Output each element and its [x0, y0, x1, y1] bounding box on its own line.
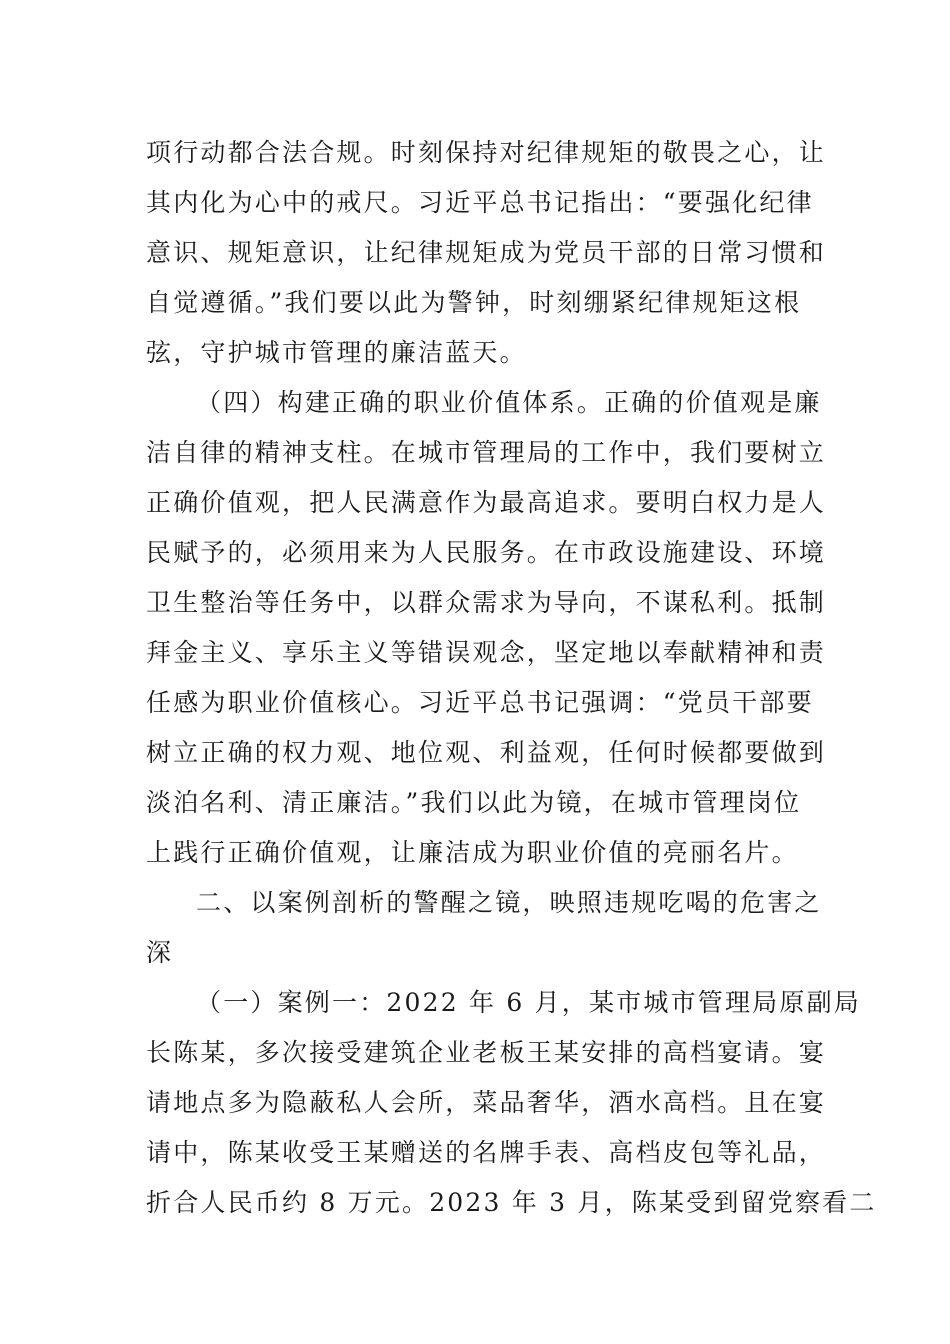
text-line: 拜金主义、享乐主义等错误观念，坚定地以奉献精神和责 — [146, 638, 827, 667]
paragraph-heading-line: （四）构建正确的职业价值体系。正确的价值观是廉 — [196, 388, 822, 417]
text-line: 其内化为心中的戒尺。习近平总书记指出：“要强化纪律 — [146, 188, 814, 217]
text-line: 淡泊名利、清正廉洁。”我们以此为镜，在城市管理岗位 — [146, 788, 802, 817]
text-line: 民赋予的，必须用来为人民服务。在市政设施建设、环境 — [146, 538, 827, 567]
text-line: 意识、规矩意识，让纪律规矩成为党员干部的日常习惯和 — [146, 238, 827, 267]
text-line: 上践行正确价值观，让廉洁成为职业价值的亮丽名片。 — [146, 838, 799, 867]
text-line: 请中，陈某收受王某赠送的名牌手表、高档皮包等礼品， — [146, 1138, 827, 1167]
text-line: 项行动都合法合规。时刻保持对纪律规矩的敬畏之心，让 — [146, 138, 827, 167]
text-line: 任感为职业价值核心。习近平总书记强调：“党员干部要 — [146, 688, 814, 717]
paragraph-heading-line: （一）案例一：2022 年 6 月，某市城市管理局原副局 — [196, 988, 861, 1017]
text-line: 弦，守护城市管理的廉洁蓝天。 — [146, 338, 527, 367]
section-heading-line: 二、以案例剖析的警醒之镜，映照违规吃喝的危害之 — [196, 888, 822, 917]
text-line: 请地点多为隐蔽私人会所，菜品奢华，酒水高档。且在宴 — [146, 1088, 827, 1117]
text-line: 卫生整治等任务中，以群众需求为导向，不谋私利。抵制 — [146, 588, 827, 617]
text-line: 折合人民币约 8 万元。2023 年 3 月，陈某受到留党察看二 — [146, 1188, 877, 1217]
text-line: 洁自律的精神支柱。在城市管理局的工作中，我们要树立 — [146, 438, 827, 467]
text-line: 正确价值观，把人民满意作为最高追求。要明白权力是人 — [146, 488, 827, 517]
text-line: 长陈某，多次接受建筑企业老板王某安排的高档宴请。宴 — [146, 1038, 827, 1067]
text-line: 树立正确的权力观、地位观、利益观，任何时候都要做到 — [146, 738, 827, 767]
section-heading-line: 深 — [146, 938, 174, 967]
text-line: 自觉遵循。”我们要以此为警钟，时刻绷紧纪律规矩这根 — [146, 288, 802, 317]
